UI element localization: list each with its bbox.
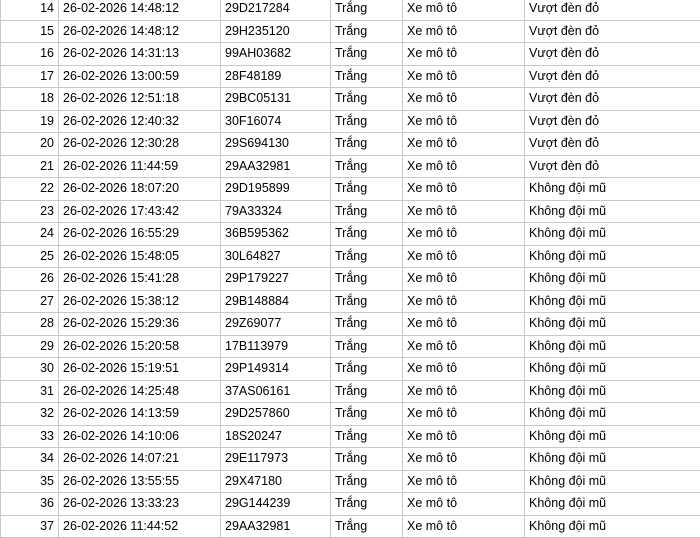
cell-time[interactable]: 26-02-2026 12:51:18	[59, 88, 221, 111]
cell-violation[interactable]: Không đội mũ	[525, 268, 700, 291]
cell-color[interactable]: Trắng	[331, 290, 403, 313]
cell-color[interactable]: Trắng	[331, 358, 403, 381]
cell-violation[interactable]: Vượt đèn đỏ	[525, 88, 700, 111]
cell-type[interactable]: Xe mô tô	[403, 110, 525, 133]
cell-color[interactable]: Trắng	[331, 425, 403, 448]
cell-plate[interactable]: 30L64827	[221, 245, 331, 268]
cell-index[interactable]: 19	[1, 110, 59, 133]
cell-violation[interactable]: Vượt đèn đỏ	[525, 20, 700, 43]
cell-violation[interactable]: Không đội mũ	[525, 290, 700, 313]
cell-type[interactable]: Xe mô tô	[403, 290, 525, 313]
cell-time[interactable]: 26-02-2026 15:41:28	[59, 268, 221, 291]
cell-index[interactable]: 35	[1, 470, 59, 493]
table-row[interactable]	[1, 223, 700, 246]
table-row[interactable]	[1, 290, 700, 313]
table-row[interactable]	[1, 43, 700, 66]
cell-index[interactable]: 23	[1, 200, 59, 223]
cell-color[interactable]: Trắng	[331, 0, 403, 20]
cell-violation[interactable]: Không đội mũ	[525, 515, 700, 538]
cell-time[interactable]: 26-02-2026 11:44:59	[59, 155, 221, 178]
cell-color[interactable]: Trắng	[331, 448, 403, 471]
cell-time[interactable]: 26-02-2026 14:25:48	[59, 380, 221, 403]
cell-index[interactable]: 16	[1, 43, 59, 66]
cell-plate[interactable]: 29S694130	[221, 133, 331, 156]
cell-plate[interactable]: 28F48189	[221, 65, 331, 88]
cell-color[interactable]: Trắng	[331, 245, 403, 268]
cell-index[interactable]: 34	[1, 448, 59, 471]
cell-violation[interactable]: Không đội mũ	[525, 380, 700, 403]
cell-type[interactable]: Xe mô tô	[403, 155, 525, 178]
cell-violation[interactable]: Không đội mũ	[525, 335, 700, 358]
cell-index[interactable]: 25	[1, 245, 59, 268]
cell-plate[interactable]: 29D217284	[221, 0, 331, 20]
cell-plate[interactable]: 29AA32981	[221, 155, 331, 178]
cell-color[interactable]: Trắng	[331, 20, 403, 43]
cell-color[interactable]: Trắng	[331, 178, 403, 201]
cell-violation[interactable]: Vượt đèn đỏ	[525, 133, 700, 156]
cell-index[interactable]: 32	[1, 403, 59, 426]
cell-violation[interactable]: Vượt đèn đỏ	[525, 110, 700, 133]
cell-plate[interactable]: 99AH03682	[221, 43, 331, 66]
cell-violation[interactable]: Không đội mũ	[525, 223, 700, 246]
cell-time[interactable]: 26-02-2026 15:29:36	[59, 313, 221, 336]
table-row[interactable]	[1, 0, 700, 20]
cell-type[interactable]: Xe mô tô	[403, 268, 525, 291]
cell-index[interactable]: 31	[1, 380, 59, 403]
cell-violation[interactable]: Không đội mũ	[525, 178, 700, 201]
cell-type[interactable]: Xe mô tô	[403, 178, 525, 201]
cell-time[interactable]: 26-02-2026 15:48:05	[59, 245, 221, 268]
cell-plate[interactable]: 36B595362	[221, 223, 331, 246]
cell-violation[interactable]: Không đội mũ	[525, 200, 700, 223]
cell-time[interactable]: 26-02-2026 15:20:58	[59, 335, 221, 358]
cell-index[interactable]: 20	[1, 133, 59, 156]
cell-time[interactable]: 26-02-2026 15:38:12	[59, 290, 221, 313]
cell-index[interactable]: 24	[1, 223, 59, 246]
cell-time[interactable]: 26-02-2026 18:07:20	[59, 178, 221, 201]
cell-type[interactable]: Xe mô tô	[403, 65, 525, 88]
table-row[interactable]	[1, 425, 700, 448]
table-row[interactable]	[1, 470, 700, 493]
cell-index[interactable]: 30	[1, 358, 59, 381]
cell-violation[interactable]: Không đội mũ	[525, 470, 700, 493]
cell-index[interactable]: 33	[1, 425, 59, 448]
cell-index[interactable]: 28	[1, 313, 59, 336]
cell-index[interactable]: 36	[1, 493, 59, 516]
cell-plate[interactable]: 29P149314	[221, 358, 331, 381]
cell-time[interactable]: 26-02-2026 12:40:32	[59, 110, 221, 133]
cell-type[interactable]: Xe mô tô	[403, 133, 525, 156]
cell-index[interactable]: 29	[1, 335, 59, 358]
table-row[interactable]	[1, 313, 700, 336]
cell-type[interactable]: Xe mô tô	[403, 43, 525, 66]
table-row[interactable]	[1, 268, 700, 291]
table-row[interactable]	[1, 403, 700, 426]
cell-time[interactable]: 26-02-2026 14:07:21	[59, 448, 221, 471]
table-row[interactable]	[1, 493, 700, 516]
cell-time[interactable]: 26-02-2026 13:00:59	[59, 65, 221, 88]
cell-plate[interactable]: 29P179227	[221, 268, 331, 291]
cell-plate[interactable]: 29X47180	[221, 470, 331, 493]
cell-color[interactable]: Trắng	[331, 403, 403, 426]
cell-violation[interactable]: Vượt đèn đỏ	[525, 43, 700, 66]
cell-time[interactable]: 26-02-2026 14:10:06	[59, 425, 221, 448]
cell-color[interactable]: Trắng	[331, 515, 403, 538]
table-row[interactable]	[1, 380, 700, 403]
cell-plate[interactable]: 29G144239	[221, 493, 331, 516]
cell-type[interactable]: Xe mô tô	[403, 448, 525, 471]
cell-violation[interactable]: Không đội mũ	[525, 425, 700, 448]
cell-time[interactable]: 26-02-2026 17:43:42	[59, 200, 221, 223]
cell-plate[interactable]: 29Z69077	[221, 313, 331, 336]
cell-type[interactable]: Xe mô tô	[403, 245, 525, 268]
cell-index[interactable]: 18	[1, 88, 59, 111]
cell-violation[interactable]: Vượt đèn đỏ	[525, 155, 700, 178]
cell-time[interactable]: 26-02-2026 11:44:52	[59, 515, 221, 538]
table-row[interactable]	[1, 133, 700, 156]
cell-index[interactable]: 14	[1, 0, 59, 20]
cell-type[interactable]: Xe mô tô	[403, 20, 525, 43]
cell-type[interactable]: Xe mô tô	[403, 335, 525, 358]
cell-color[interactable]: Trắng	[331, 470, 403, 493]
table-row[interactable]	[1, 65, 700, 88]
cell-type[interactable]: Xe mô tô	[403, 223, 525, 246]
cell-time[interactable]: 26-02-2026 13:33:23	[59, 493, 221, 516]
table-row[interactable]	[1, 110, 700, 133]
cell-color[interactable]: Trắng	[331, 88, 403, 111]
cell-plate[interactable]: 29B148884	[221, 290, 331, 313]
table-row[interactable]	[1, 515, 700, 538]
cell-type[interactable]: Xe mô tô	[403, 403, 525, 426]
cell-type[interactable]: Xe mô tô	[403, 493, 525, 516]
table-row[interactable]	[1, 20, 700, 43]
cell-plate[interactable]: 29D195899	[221, 178, 331, 201]
cell-type[interactable]: Xe mô tô	[403, 358, 525, 381]
cell-index[interactable]: 15	[1, 20, 59, 43]
cell-time[interactable]: 26-02-2026 13:55:55	[59, 470, 221, 493]
cell-color[interactable]: Trắng	[331, 110, 403, 133]
cell-time[interactable]: 26-02-2026 16:55:29	[59, 223, 221, 246]
cell-color[interactable]: Trắng	[331, 43, 403, 66]
cell-plate[interactable]: 29BC05131	[221, 88, 331, 111]
cell-color[interactable]: Trắng	[331, 155, 403, 178]
cell-plate[interactable]: 29H235120	[221, 20, 331, 43]
cell-time[interactable]: 26-02-2026 14:48:12	[59, 20, 221, 43]
cell-type[interactable]: Xe mô tô	[403, 313, 525, 336]
table-row[interactable]	[1, 88, 700, 111]
cell-index[interactable]: 26	[1, 268, 59, 291]
table-row[interactable]	[1, 335, 700, 358]
cell-type[interactable]: Xe mô tô	[403, 200, 525, 223]
cell-plate[interactable]: 29D257860	[221, 403, 331, 426]
cell-type[interactable]: Xe mô tô	[403, 515, 525, 538]
cell-violation[interactable]: Không đội mũ	[525, 448, 700, 471]
cell-type[interactable]: Xe mô tô	[403, 88, 525, 111]
cell-time[interactable]: 26-02-2026 12:30:28	[59, 133, 221, 156]
cell-color[interactable]: Trắng	[331, 65, 403, 88]
cell-type[interactable]: Xe mô tô	[403, 425, 525, 448]
cell-time[interactable]: 26-02-2026 14:13:59	[59, 403, 221, 426]
cell-color[interactable]: Trắng	[331, 380, 403, 403]
cell-time[interactable]: 26-02-2026 15:19:51	[59, 358, 221, 381]
cell-index[interactable]: 21	[1, 155, 59, 178]
cell-index[interactable]: 22	[1, 178, 59, 201]
cell-violation[interactable]: Không đội mũ	[525, 358, 700, 381]
table-row[interactable]	[1, 448, 700, 471]
cell-color[interactable]: Trắng	[331, 268, 403, 291]
cell-color[interactable]: Trắng	[331, 200, 403, 223]
cell-plate[interactable]: 30F16074	[221, 110, 331, 133]
cell-violation[interactable]: Vượt đèn đỏ	[525, 0, 700, 20]
table-row[interactable]	[1, 245, 700, 268]
cell-plate[interactable]: 29AA32981	[221, 515, 331, 538]
cell-color[interactable]: Trắng	[331, 493, 403, 516]
cell-index[interactable]: 37	[1, 515, 59, 538]
cell-index[interactable]: 17	[1, 65, 59, 88]
cell-color[interactable]: Trắng	[331, 223, 403, 246]
cell-plate[interactable]: 79A33324	[221, 200, 331, 223]
cell-plate[interactable]: 29E117973	[221, 448, 331, 471]
cell-violation[interactable]: Không đội mũ	[525, 313, 700, 336]
cell-type[interactable]: Xe mô tô	[403, 0, 525, 20]
cell-violation[interactable]: Không đội mũ	[525, 403, 700, 426]
cell-plate[interactable]: 17B113979	[221, 335, 331, 358]
violations-table-body	[1, 0, 700, 538]
cell-color[interactable]: Trắng	[331, 133, 403, 156]
table-row[interactable]	[1, 200, 700, 223]
table-row[interactable]	[1, 358, 700, 381]
cell-type[interactable]: Xe mô tô	[403, 380, 525, 403]
cell-time[interactable]: 26-02-2026 14:48:12	[59, 0, 221, 20]
cell-color[interactable]: Trắng	[331, 313, 403, 336]
table-row[interactable]	[1, 155, 700, 178]
cell-time[interactable]: 26-02-2026 14:31:13	[59, 43, 221, 66]
table-row[interactable]	[1, 178, 700, 201]
cell-color[interactable]: Trắng	[331, 335, 403, 358]
cell-violation[interactable]: Không đội mũ	[525, 493, 700, 516]
cell-type[interactable]: Xe mô tô	[403, 470, 525, 493]
cell-violation[interactable]: Vượt đèn đỏ	[525, 65, 700, 88]
cell-plate[interactable]: 18S20247	[221, 425, 331, 448]
cell-violation[interactable]: Không đội mũ	[525, 245, 700, 268]
cell-index[interactable]: 27	[1, 290, 59, 313]
cell-plate[interactable]: 37AS06161	[221, 380, 331, 403]
